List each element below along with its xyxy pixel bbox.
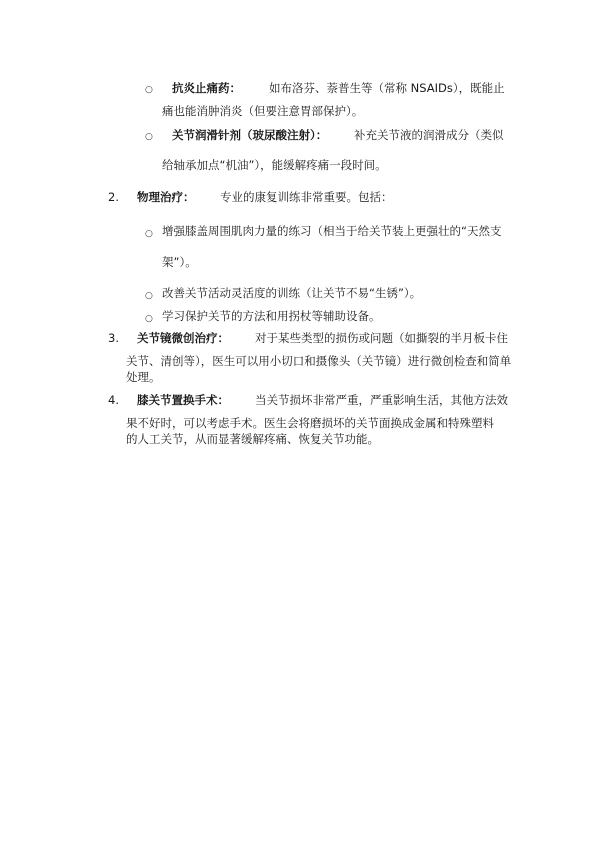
list-bullet: ○ [145,291,153,301]
list-bullet: ○ [145,85,153,95]
item-text: 痛也能消肿消炎（但要注意胃部保护）。 [162,104,364,118]
list-bullet: ○ [145,229,153,239]
term-label: 关节镜微创治疗： [137,331,229,345]
term-label: 抗炎止痛药： [172,81,241,95]
list-bullet: ○ [145,132,153,142]
term-label: 物理治疗： [137,190,195,204]
list-number: 4. [108,393,119,407]
item-text: 专业的康复训练非常重要。包括： [220,190,393,204]
item-text: 果不好时，可以考虑手术。医生会将磨损坏的关节面换成金属和特殊塑料 [126,416,494,430]
item-text: 关节、清创等），医生可以用小切口和摄像头（关节镜）进行微创检查和简单 [126,354,512,368]
item-text: 对于某些类型的损伤或问题（如撕裂的半月板卡住 [255,331,508,345]
item-text: 补充关节液的润滑成分（类似 [354,128,504,142]
item-text: 当关节损坏非常严重，严重影响生活，其他方法效 [255,393,508,407]
list-bullet: ○ [145,314,153,324]
list-number: 2. [108,190,119,204]
term-label: 膝关节置换手术： [137,393,229,407]
item-text: 的人工关节，从而显著缓解疼痛、恢复关节功能。 [126,432,379,446]
sub-item-text: 架”）。 [162,255,197,269]
term-label: 关节润滑针剂（玻尿酸注射）： [172,128,328,142]
item-text: 给轴承加点“机油”），能缓解疼痛一段时间。 [162,158,387,172]
sub-item-text: 学习保护关节的方法和用拐杖等辅助设备。 [162,309,381,323]
item-text: 如布洛芬、萘普生等（常称 NSAIDs），既能止 [269,81,505,95]
sub-item-text: 改善关节活动灵活度的训练（让关节不易“生锈”）。 [162,286,422,300]
list-number: 3. [108,331,119,345]
item-text: 处理。 [126,370,161,384]
sub-item-text: 增强膝盖周围肌肉力量的练习（相当于给关节装上更强壮的“天然支 [162,224,502,238]
